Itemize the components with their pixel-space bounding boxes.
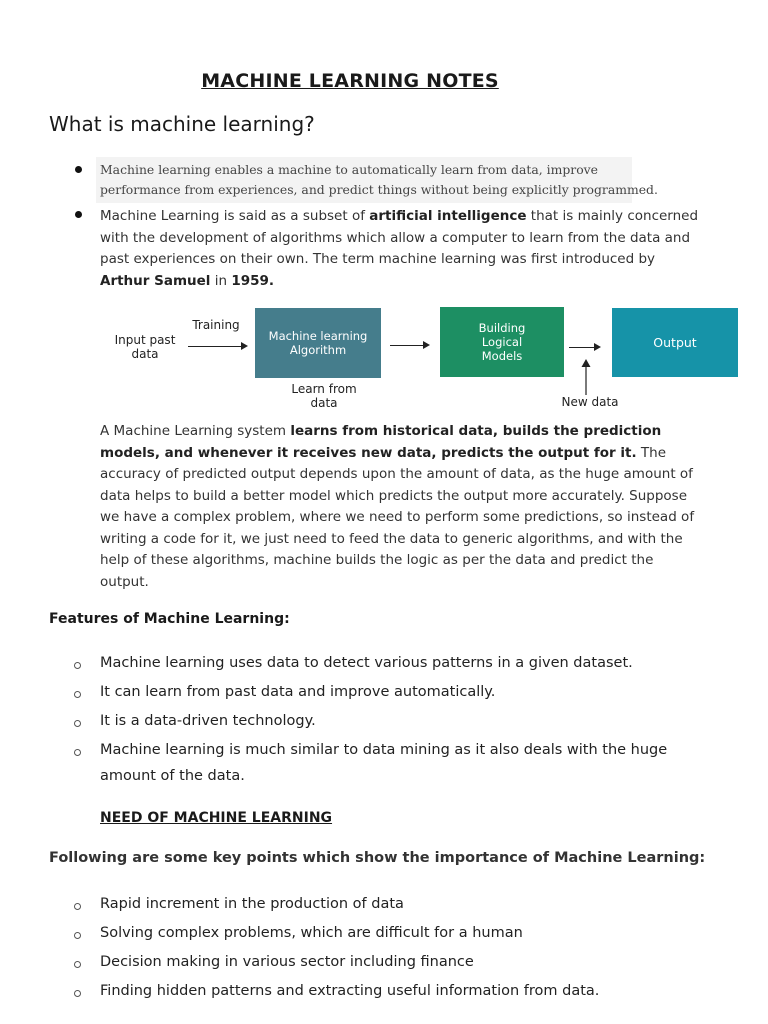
circle-bullet-icon bbox=[74, 903, 81, 910]
bullet1-text bbox=[96, 157, 658, 203]
new-data-label: New data bbox=[561, 395, 619, 409]
list-item bbox=[74, 679, 714, 705]
ml-process-diagram bbox=[100, 300, 750, 420]
feature-text: It is a data-driven technology. bbox=[100, 713, 316, 729]
training-label: Training bbox=[192, 318, 240, 332]
circle-bullet-icon bbox=[74, 691, 81, 698]
bullet-dot bbox=[75, 166, 82, 173]
input-past-data-label: Input past data bbox=[114, 333, 176, 361]
need-list bbox=[74, 890, 714, 1006]
section-heading-what-is-ml: What is machine learning? bbox=[49, 112, 315, 136]
list-item bbox=[74, 919, 714, 948]
list-item bbox=[74, 708, 714, 734]
circle-bullet-icon bbox=[74, 662, 81, 669]
feature-text: Machine learning uses data to detect various patterns in a given dataset. bbox=[100, 655, 633, 671]
feature-text: Machine learning is much similar to data mining as it also deals with the huge amount of the data. bbox=[100, 742, 668, 784]
arrow-to-model bbox=[390, 345, 428, 346]
list-item bbox=[74, 948, 714, 977]
list-item bbox=[74, 650, 714, 676]
bullet2-part2: that is mainly concerned with the development of algorithms which allow a computer to learn from the data and past experiences on their own. The term machine learning was first introduced by bbox=[100, 208, 699, 267]
need-intro: Following are some key points which show the importance of Machine Learning: bbox=[49, 850, 706, 866]
bullet2-part1: Machine Learning is said as a subset of bbox=[100, 208, 370, 224]
feature-text: It can learn from past data and improve automatically. bbox=[100, 684, 496, 700]
need-heading: NEED OF MACHINE LEARNING bbox=[100, 810, 333, 826]
circle-bullet-icon bbox=[74, 720, 81, 727]
circle-bullet-icon bbox=[74, 932, 81, 939]
output-box: Output bbox=[612, 308, 738, 377]
need-text: Rapid increment in the production of data bbox=[100, 896, 404, 912]
model-box: Building Logical Models bbox=[440, 307, 564, 377]
bullet-dot bbox=[75, 211, 82, 218]
bullet2-bold3: 1959. bbox=[231, 272, 275, 289]
bullet2-bold1: artificial intelligence bbox=[369, 208, 527, 224]
learn-from-data-label: Learn from data bbox=[291, 382, 357, 410]
arrow-to-algorithm bbox=[188, 346, 246, 347]
bullet2-bold2: Arthur Samuel bbox=[100, 272, 211, 289]
features-heading: Features of Machine Learning: bbox=[49, 611, 290, 627]
circle-bullet-icon bbox=[74, 961, 81, 968]
system-bold: learns from historical data, builds the prediction models, and whenever it receives new data, predicts the output for it. bbox=[100, 423, 662, 461]
arrow-to-output bbox=[569, 347, 599, 348]
circle-bullet-icon bbox=[74, 990, 81, 997]
bullet1-line: performance from experiences, and predict things without being explicitly programmed. bbox=[100, 182, 658, 197]
need-text: Solving complex problems, which are difficult for a human bbox=[100, 925, 523, 941]
list-item bbox=[74, 737, 714, 789]
list-item bbox=[74, 890, 714, 919]
algorithm-box: Machine learning Algorithm bbox=[255, 308, 381, 378]
bullet2-part3: in bbox=[210, 272, 232, 289]
page-title: MACHINE LEARNING NOTES bbox=[201, 70, 499, 92]
circle-bullet-icon bbox=[74, 749, 81, 756]
system-part2: The accuracy of predicted output depends upon the amount of data, as the huge amount of data helps to build a better model which predicts the output more accurately. Suppose we have a complex problem, where we need to perform some predictions, so instead of writing a code for it, we just need to feed the data to generic algorithms, and with the help of these algorithms, machine builds the logic as per the data and predict the output. bbox=[100, 444, 695, 590]
need-text: Finding hidden patterns and extracting useful information from data. bbox=[100, 983, 600, 999]
new-data-arrow bbox=[580, 359, 592, 395]
ml-system-paragraph bbox=[100, 421, 696, 593]
features-list bbox=[74, 650, 714, 792]
need-text: Decision making in various sector including finance bbox=[100, 954, 474, 970]
bullet1-line: Machine learning enables a machine to automatically learn from data, improve bbox=[100, 162, 598, 177]
bullet2-text bbox=[100, 206, 700, 292]
system-part1: A Machine Learning system bbox=[100, 423, 291, 439]
list-item bbox=[74, 977, 714, 1006]
